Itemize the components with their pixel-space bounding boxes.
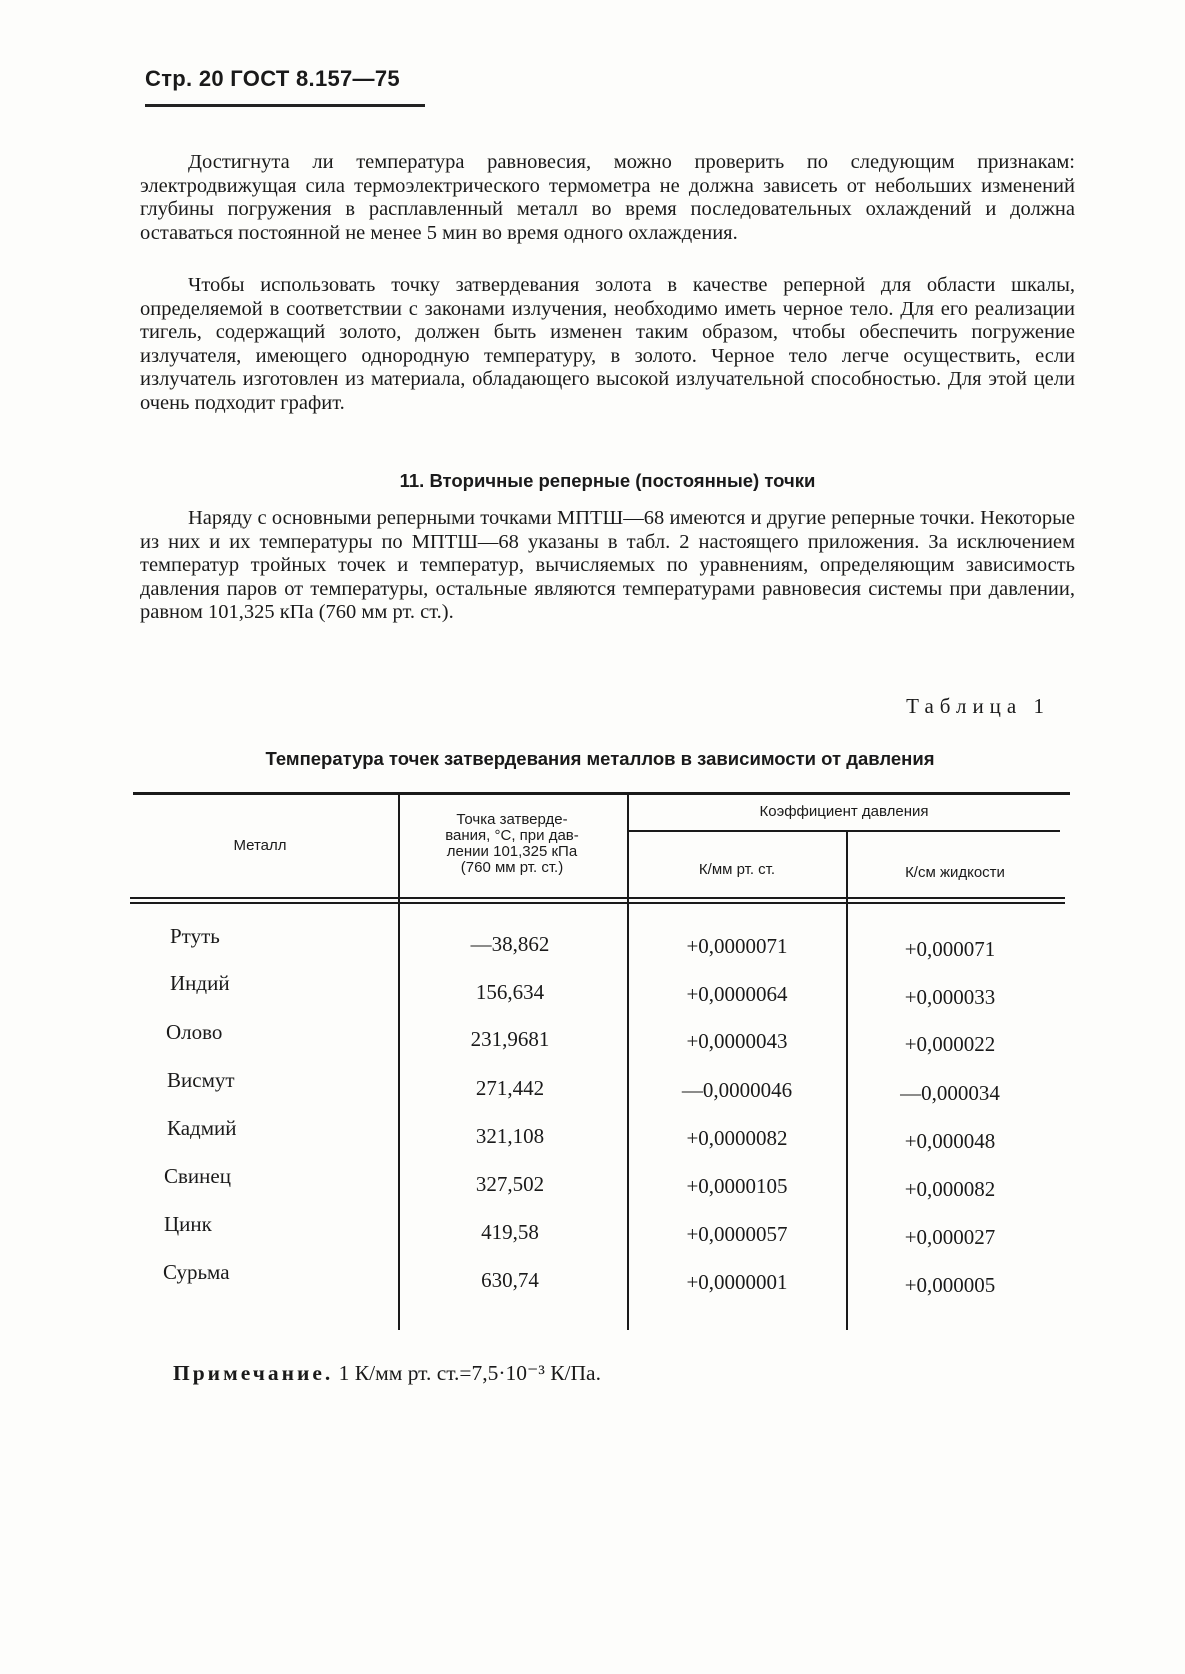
header-metal: Металл [233,837,287,854]
cell-k-cm: +0,000005 [904,1273,996,1297]
cell-k-cm: +0,000033 [904,985,996,1009]
paragraph-text: Наряду с основными реперными точками МПТШ—68 имеются и другие реперные точки. Некоторые из них и их температуры по МПТШ—68 указаны в табл. 2 настоящего приложения. За исключением температур тройных точек и температур, вычисляемых по уравнениям, определяющим зависимость давления паров от температуры, остальные являются температурами равновесия системы при давлении, равном 101,325 кПа (760 мм рт. ст.). [140,507,1075,624]
cell-k-mm: —0,0000046 [681,1078,793,1102]
paragraph-text: Чтобы использовать точку затвердевания золота в качестве реперной для области шкалы, определяемой в соответствии с законами излучения, необходимо иметь черное тело. Для его реализации тигель, содержащий золото, должен быть изменен таким образом, чтобы обеспечить погружение излучателя, имеющего однородную температуру, в золото. Черное тело легче осуществить, если излучатель изготовлен из материала, обладающего высокой излучательной способностью. Для этой цели очень подходит графит. [140,274,1075,414]
cell-metal: Сурьма [163,1260,230,1284]
table-header-rule [130,897,1065,899]
cell-k-cm: +0,000027 [904,1225,996,1249]
cell-k-mm: +0,0000001 [686,1270,788,1294]
cell-metal: Свинец [164,1164,231,1188]
header-line: лении 101,325 кПа [446,843,578,860]
note-label: Примечание. [173,1361,334,1385]
paragraph-secondary-points [140,507,1075,625]
cell-metal: Кадмий [167,1116,237,1140]
cell-metal: Висмут [167,1068,235,1092]
header-line: (760 мм рт. ст.) [460,859,564,876]
header-line: вания, °С, при дав- [445,827,579,844]
table-label: Таблица 1 [906,694,1050,718]
table-title: Температура точек затвердевания металлов в зависимости от давления [265,748,935,769]
cell-k-cm: +0,000022 [904,1032,996,1056]
table-top-rule [133,792,1070,795]
cell-metal: Цинк [164,1212,212,1236]
cell-k-mm: +0,0000057 [686,1222,788,1246]
cell-freeze-point: 630,74 [481,1268,539,1292]
header-k-per-cm: К/см жидкости [905,864,1005,881]
cell-k-mm: +0,0000043 [686,1029,788,1053]
cell-k-cm: —0,000034 [900,1081,1000,1105]
cell-k-mm: +0,0000105 [686,1174,788,1198]
paragraph-text: Достигнута ли температура равновесия, можно проверить по следующим признакам: электродвижущая сила термоэлектрического термометра не должна зависеть от небольших изменений глубины погружения в расплавленный металл во время последовательных охлаждений и должна оставаться постоянной не менее 5 мин во время одного охлаждения. [140,151,1075,244]
column-divider-1 [398,795,400,1330]
subheader-rule [627,830,1060,832]
cell-freeze-point: 419,58 [481,1220,539,1244]
cell-freeze-point: 231,9681 [470,1027,550,1051]
cell-metal: Ртуть [170,924,220,948]
header-freeze-point [402,812,622,876]
column-divider-2 [627,795,629,1330]
cell-metal: Олово [166,1020,223,1044]
cell-k-cm: +0,000048 [904,1129,996,1153]
page-header: Стр. 20 ГОСТ 8.157—75 [145,66,400,91]
cell-k-mm: +0,0000071 [686,934,788,958]
header-line: Точка затверде- [456,811,568,828]
column-divider-3 [846,832,848,1330]
cell-k-mm: +0,0000082 [686,1126,788,1150]
header-pressure-coefficient: Коэффициент давления [759,803,929,820]
cell-freeze-point: 156,634 [475,980,545,1004]
note-text: 1 К/мм рт. ст.=7,5·10⁻³ К/Па. [333,1361,601,1385]
cell-k-cm: +0,000071 [904,937,996,961]
cell-freeze-point: 321,108 [475,1124,545,1148]
cell-freeze-point: 327,502 [475,1172,545,1196]
cell-freeze-point: —38,862 [470,932,550,956]
section-title: 11. Вторичные реперные (постоянные) точки [399,470,816,491]
paragraph-black-body [140,274,1075,416]
table-header-rule-2 [130,902,1065,904]
header-rule [145,104,425,107]
cell-metal: Индий [170,971,230,995]
table-note [173,1361,601,1386]
cell-k-mm: +0,0000064 [686,982,788,1006]
paragraph-equilibrium [140,151,1075,245]
header-k-per-mm: К/мм рт. ст. [698,861,776,878]
cell-k-cm: +0,000082 [904,1177,996,1201]
cell-freeze-point: 271,442 [475,1076,545,1100]
